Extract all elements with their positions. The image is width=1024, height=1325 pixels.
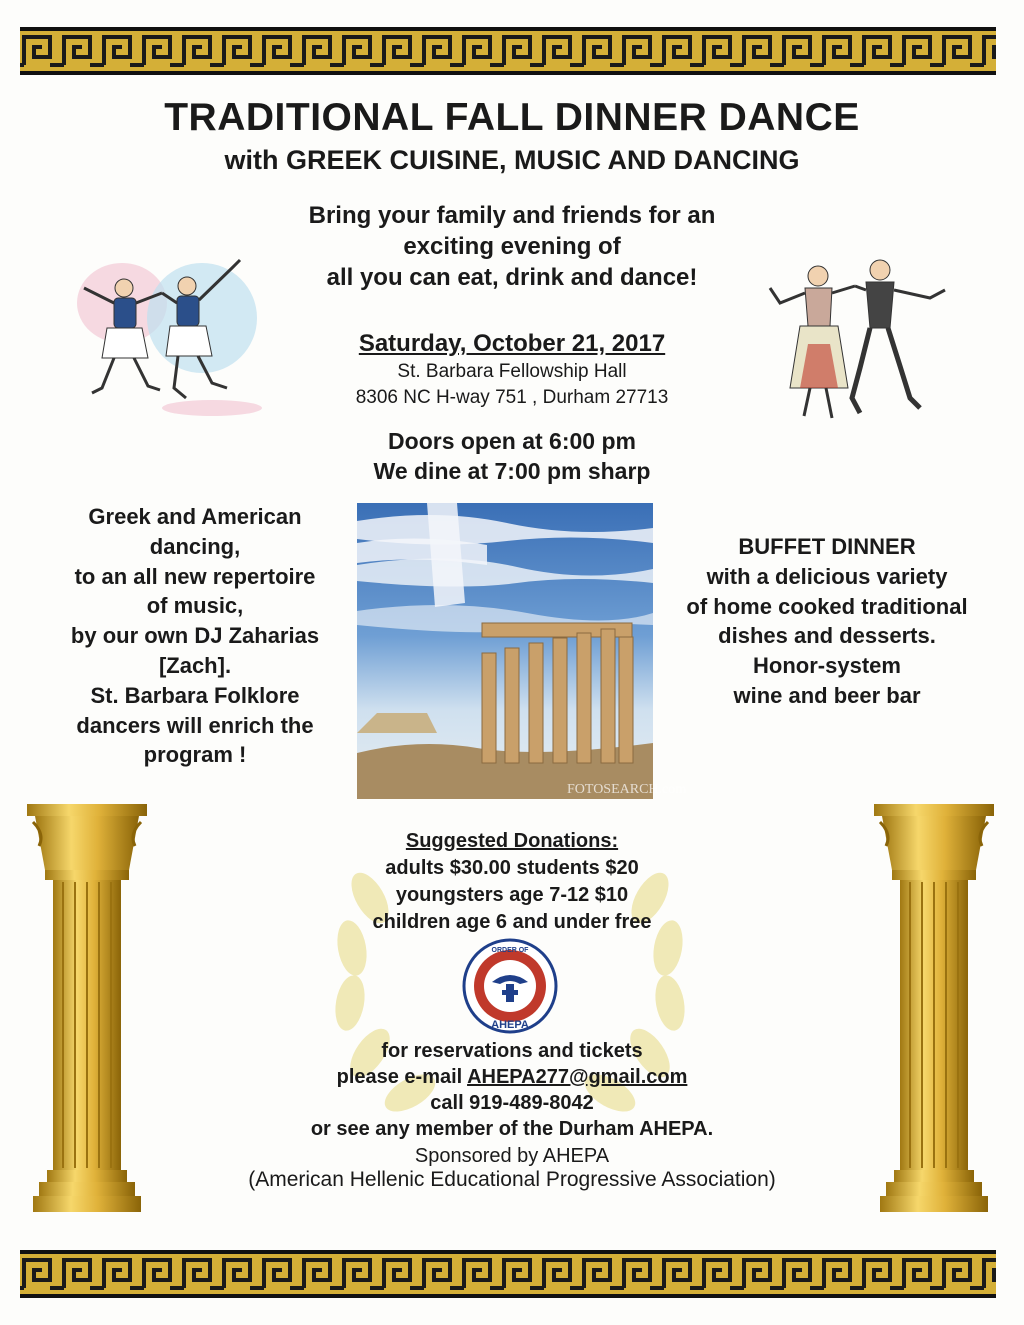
see-member-line: or see any member of the Durham AHEPA. [310,1118,714,1140]
venue-name: St. Barbara Fellowship Hall [397,361,627,382]
photo-watermark: FOTOSEARCH.com [567,782,687,797]
invite-line: Bring your family and friends for an [308,202,716,229]
suggested-donations [312,828,712,936]
doors-open-time: Doors open at 6:00 pm [388,428,636,454]
emblem-top-text: ORDER OF [491,947,529,954]
invite-line: exciting evening of [403,233,621,260]
association-name: (American Hellenic Educational Progressive Association) [248,1168,776,1191]
left-line: by our own DJ Zaharias [70,623,320,649]
top-greek-key-border [20,27,996,75]
left-line: [Zach]. [158,652,232,678]
left-line: Greek and American [88,504,302,529]
greek-flag-temple-photo [357,503,687,799]
left-line: to an all new repertoire [74,563,316,589]
event-date-text: Saturday, October 21, 2017 [358,330,666,357]
corinthian-column-icon [872,800,1002,1220]
right-line: Honor-system [753,653,901,679]
right-line: with a delicious variety [706,563,948,589]
bottom-greek-key-border [20,1250,996,1298]
right-line: BUFFET DINNER [738,534,916,559]
music-dancing-description [30,502,360,770]
venue-address: 8306 NC H-way 751 , Durham 27713 [355,387,669,408]
event-date [312,330,712,358]
left-line: program ! [143,742,247,768]
flyer-title: TRADITIONAL FALL DINNER DANCE [164,96,860,139]
donation-line: adults $30.00 students $20 [385,857,639,879]
email-line [212,1064,812,1090]
invitation-text [232,200,792,293]
email-prefix: please e-mail [336,1066,468,1088]
left-line: of music, [146,593,244,619]
corinthian-column-icon [25,800,155,1220]
left-line: dancers will enrich the [76,712,314,738]
donations-header: Suggested Donations: [405,830,619,852]
reservation-info [212,1038,812,1142]
event-times [312,426,712,486]
invite-line: all you can eat, drink and dance! [326,264,698,291]
reservations-line: for reservations and tickets [381,1040,643,1062]
greek-dancers-couple-icon [760,248,960,428]
ahepa-emblem-icon [462,938,558,1034]
right-line: of home cooked traditional [686,593,968,619]
dine-time: We dine at 7:00 pm sharp [373,458,651,484]
flyer-subtitle: with GREEK CUISINE, MUSIC AND DANCING [224,145,800,175]
donation-line: youngsters age 7-12 $10 [395,884,629,906]
buffet-description [650,532,1004,711]
donation-line: children age 6 and under free [372,911,652,933]
phone-line: call 919-489-8042 [430,1092,594,1114]
sponsored-by: Sponsored by AHEPA [414,1145,610,1167]
greek-dancers-couple-icon [62,248,272,418]
left-line: dancing, [149,533,241,559]
left-line: St. Barbara Folklore [90,682,300,708]
right-line: wine and beer bar [733,682,921,708]
emblem-bottom-text: AHEPA [491,1019,529,1031]
right-line: dishes and desserts. [718,623,936,649]
contact-email-link[interactable]: AHEPA277@gmail.com [467,1066,688,1088]
